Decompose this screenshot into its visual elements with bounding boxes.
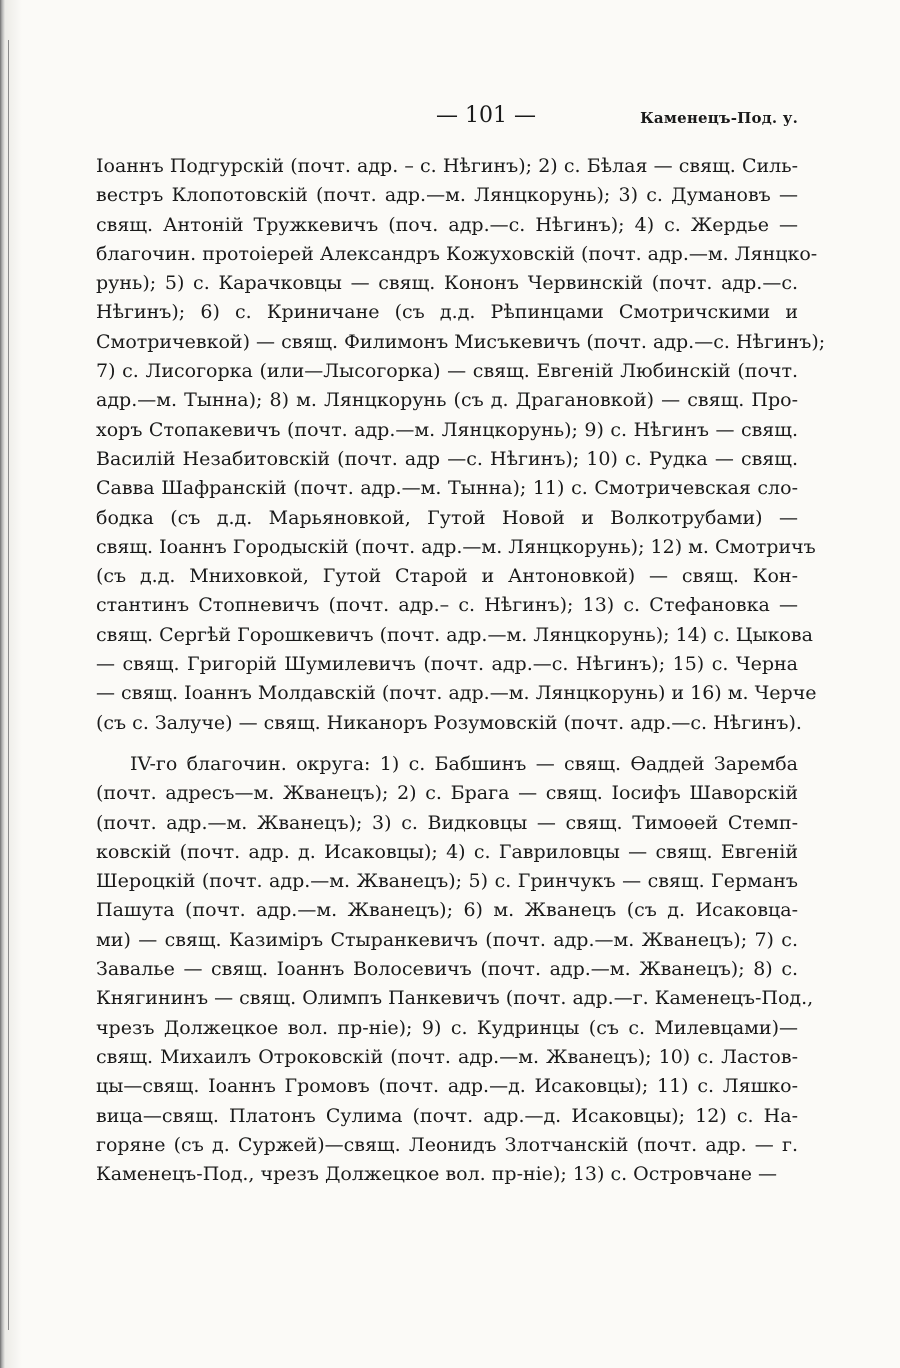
text-line: вестръ Клопотовскій (почт. адр.—м. Лянцкорунь); 3) с. Думановъ — — [96, 184, 798, 207]
text-line: IV-го благочин. округа: 1) с. Бабшинъ — свящ. Ѳаддей Заремба — [130, 752, 798, 775]
page-spine-shadow — [0, 0, 22, 1368]
running-head: Каменецъ-Под. у. — [640, 109, 798, 127]
text-line: бодка (съ д.д. Марьяновкой, Гутой Новой и Волкотрубами) — — [96, 506, 798, 529]
text-line: хоръ Стопакевичъ (почт. адр.—м. Лянцкорунь); 9) с. Нѣгинъ — свящ. — [96, 418, 798, 441]
paragraph — [96, 750, 814, 1189]
text-line: цы—свящ. Іоаннъ Громовъ (почт. адр.—д. Исаковцы); 11) с. Ляшко- — [96, 1075, 798, 1098]
text-line: свящ. Іоаннъ Городыскій (почт. адр.—м. Лянцкорунь); 12) м. Смотричъ — [96, 535, 816, 558]
text-line: (почт. адресъ—м. Жванецъ); 2) с. Брага — свящ. Іосифъ Шаворскій — [96, 782, 798, 805]
text-line: (съ с. Залуче) — свящ. Никаноръ Розумовскій (почт. адр.—с. Нѣгинъ). — [96, 711, 802, 734]
text-line: Шероцкій (почт. адр.—м. Жванецъ); 5) с. Гринчукъ — свящ. Германъ — [96, 870, 798, 893]
text-line: стантинъ Стопневичъ (почт. адр.– с. Нѣгинъ); 13) с. Стефановка — — [96, 594, 798, 617]
text-line: благочин. протоіерей Александръ Кожуховскій (почт. адр.—м. Лянцко- — [96, 242, 818, 265]
text-line: — свящ. Іоаннъ Молдавскій (почт. адр.—м. Лянцкорунь) и 16) м. Черче — [96, 682, 817, 705]
page-number: — 101 — — [436, 103, 536, 128]
text-line: — свящ. Григорій Шумилевичъ (почт. адр.—с. Нѣгинъ); 15) с. Черна — [96, 653, 798, 676]
text-line: свящ. Сергѣй Горошкевичъ (почт. адр.—м. Лянцкорунь); 14) с. Цыкова — [96, 623, 813, 646]
text-line: горяне (съ д. Суржей)—свящ. Леонидъ Злотчанскій (почт. адр. — г. — [96, 1133, 798, 1156]
text-line: (съ д.д. Мниховкой, Гутой Старой и Антоновкой) — свящ. Кон- — [96, 565, 798, 588]
body-text — [96, 152, 826, 1189]
page-binding-line — [8, 40, 9, 1330]
text-line: ми) — свящ. Казиміръ Стыранкевичъ (почт. адр.—м. Жванецъ); 7) с. — [96, 928, 798, 951]
paragraph-gap — [96, 738, 798, 750]
text-line: Завалье — свящ. Іоаннъ Волосевичъ (почт. адр.—м. Жванецъ); 8) с. — [96, 958, 798, 981]
text-line: Іоаннъ Подгурскій (почт. адр. – с. Нѣгинъ); 2) с. Бѣлая — свящ. Силь- — [96, 155, 798, 177]
text-line: (почт. адр.—м. Жванецъ); 3) с. Видковцы — свящ. Тимоѳей Стемп- — [96, 811, 798, 834]
text-line: ковскій (почт. адр. д. Исаковцы); 4) с. Гавриловцы — свящ. Евгеній — [96, 840, 798, 863]
text-line: чрезъ Должецкое вол. пр-ніе); 9) с. Кудринцы (съ с. Милевцами)— — [96, 1016, 798, 1039]
text-line: Пашута (почт. адр.—м. Жванецъ); 6) м. Жванецъ (съ д. Исаковца- — [96, 899, 798, 922]
paragraph — [96, 152, 826, 738]
text-line: Нѣгинъ); 6) с. Криничане (съ д.д. Рѣпинцами Смотричскими и — [96, 301, 798, 324]
text-line: рунь); 5) с. Карачковцы — свящ. Кононъ Червинскій (почт. адр.—с. — [96, 272, 798, 295]
page-header — [96, 103, 798, 139]
text-line: Василій Незабитовскій (почт. адр —с. Нѣгинъ); 10) с. Рудка — свящ. — [96, 447, 798, 470]
text-line: свящ. Антоній Тружкевичъ (поч. адр.—с. Нѣгинъ); 4) с. Жердье — — [96, 213, 798, 236]
text-line: Княгининъ — свящ. Олимпъ Панкевичъ (почт. адр.—г. Каменецъ-Под., — [96, 987, 814, 1010]
text-line: Каменецъ-Под., чрезъ Должецкое вол. пр-ніе); 13) с. Островчане — — [96, 1163, 778, 1186]
text-line: Смотричевкой) — свящ. Филимонъ Мисъкевичъ (почт. адр.—с. Нѣгинъ); — [96, 330, 826, 353]
text-line: адр.—м. Тынна); 8) м. Лянцкорунь (съ д. Драгановкой) — свящ. Про- — [96, 389, 798, 412]
text-line: 7) с. Лисогорка (или—Лысогорка) — свящ. Евгеній Любинскій (почт. — [96, 360, 798, 383]
text-line: свящ. Михаилъ Отроковскій (почт. адр.—м. Жванецъ); 10) с. Ластов- — [96, 1045, 798, 1068]
text-line: вица—свящ. Платонъ Сулима (почт. адр.—д. Исаковцы); 12) с. На- — [96, 1104, 798, 1127]
text-line: Савва Шафранскій (почт. адр.—м. Тынна); 11) с. Смотричевская сло- — [96, 477, 798, 500]
